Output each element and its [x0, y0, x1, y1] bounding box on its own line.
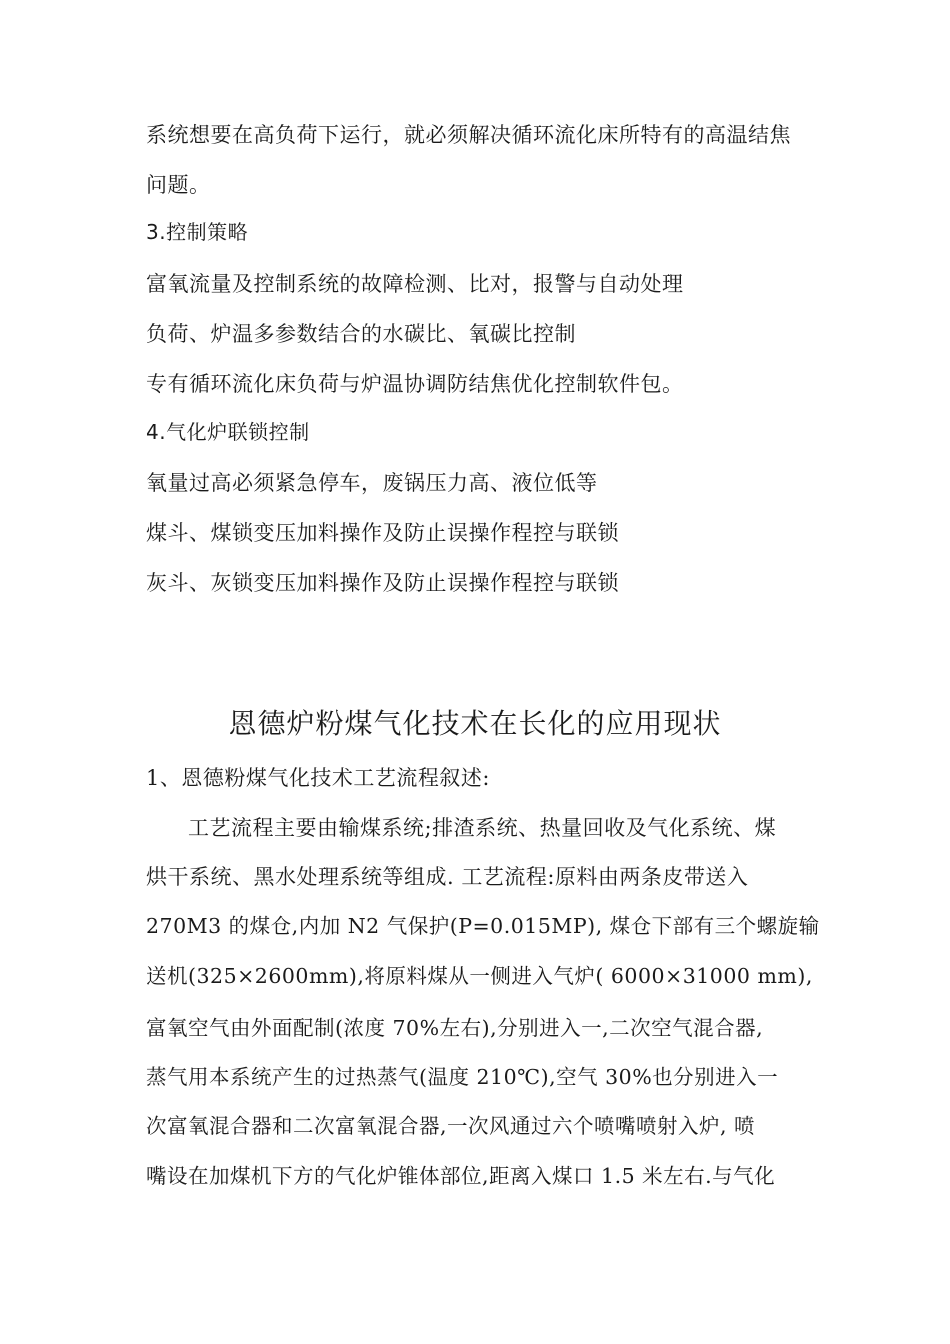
paragraph-line: 系统想要在高负荷下运行，就必须解决循环流化床所特有的高温结焦 [146, 123, 791, 147]
body-line: 工艺流程主要由输煤系统;排渣系统、热量回收及气化系统、煤 [188, 816, 777, 840]
section-heading-3: 3.控制策略 [146, 220, 249, 244]
body-line: 次富氧混合器和二次富氧混合器,一次风通过六个喷嘴喷射入炉, 喷 [146, 1114, 756, 1138]
body-line: 270M3 的煤仓,内加 N2 气保护(P=0.015MP), 煤仓下部有三个螺旋输 [146, 914, 820, 938]
list-item: 灰斗、灰锁变压加料操作及防止误操作程控与联锁 [146, 571, 619, 595]
list-item: 富氧流量及控制系统的故障检测、比对，报警与自动处理 [146, 272, 684, 296]
list-item: 负荷、炉温多参数结合的水碳比、氧碳比控制 [146, 322, 576, 346]
list-item: 氧量过高必须紧急停车，废锅压力高、液位低等 [146, 471, 598, 495]
paragraph-line: 问题。 [146, 173, 211, 197]
body-line: 富氧空气由外面配制(浓度 70%左右),分别进入一,二次空气混合器, [146, 1016, 764, 1040]
body-line: 嘴设在加煤机下方的气化炉锥体部位,距离入煤口 1.5 米左右.与气化 [146, 1164, 776, 1188]
section-heading-1: 1、恩德粉煤气化技术工艺流程叙述: [146, 766, 490, 790]
body-line: 烘干系统、黑水处理系统等组成. 工艺流程:原料由两条皮带送入 [146, 865, 749, 889]
body-line: 送机(325×2600mm),将原料煤从一侧进入气炉( 6000×31000 mm), [146, 964, 813, 988]
section-heading-4: 4.气化炉联锁控制 [146, 420, 310, 444]
article-title: 恩德炉粉煤气化技术在长化的应用现状 [228, 707, 722, 740]
list-item: 煤斗、煤锁变压加料操作及防止误操作程控与联锁 [146, 521, 619, 545]
body-line: 蒸气用本系统产生的过热蒸气(温度 210℃),空气 30%也分别进入一 [146, 1065, 779, 1089]
list-item: 专有循环流化床负荷与炉温协调防结焦优化控制软件包。 [146, 372, 684, 396]
